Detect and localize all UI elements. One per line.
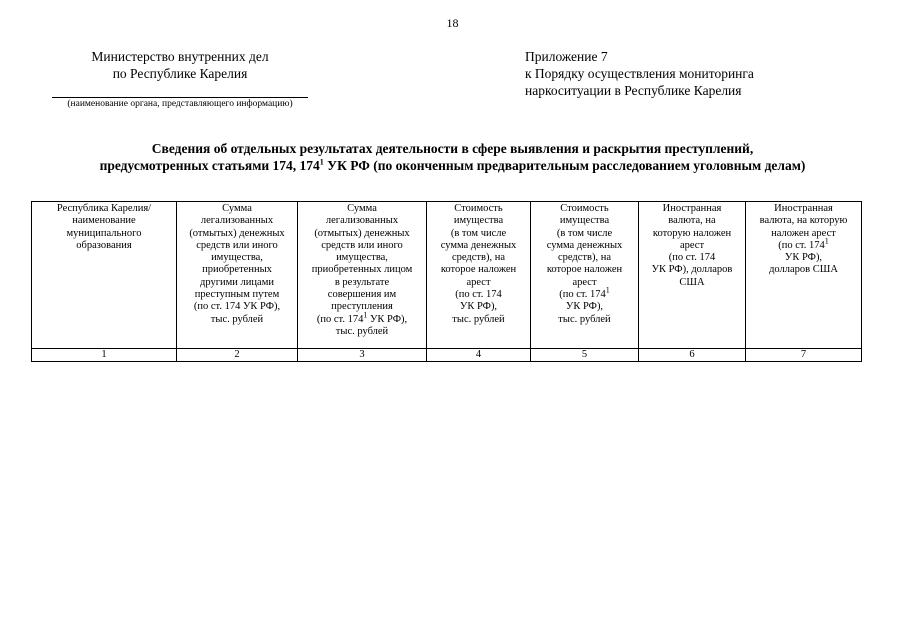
header-laundered-others: Сумма легализованных (отмытых) денежных средств или иного имущества, приобретенных другими лицами преступным путем (по ст. 174 УК РФ), тыс. рублей: [177, 202, 298, 349]
title-superscript: 1: [319, 157, 324, 167]
header-currency-174: Иностранная валюта, на которую наложен арест (по ст. 174 УК РФ), долларов США: [639, 202, 746, 349]
title-line-2-rest: УК РФ (по оконченным предварительным расследованием уголовным делам): [323, 158, 806, 173]
header-arrest-174-1: Стоимость имущества (в том числе сумма денежных средств), на которое наложен арест (по ст. $174^1$ УК РФ), тыс. рублей: [531, 202, 639, 349]
report-table: [31, 201, 862, 362]
organization-line-1: Министерство внутренних дел: [91, 49, 269, 64]
appendix-line-1: Приложение 7: [525, 49, 608, 64]
organization-underline: [52, 97, 308, 98]
title-line-2-text: предусмотренных статьями 174, 174: [99, 158, 320, 173]
appendix-reference: [525, 48, 855, 99]
header-currency-174-1: Иностранная валюта, на которую наложен арест (по ст. $174^1$ УК РФ), долларов США: [746, 202, 862, 349]
column-number: 4: [427, 349, 531, 362]
document-title: [30, 140, 875, 174]
table-header-row: [32, 202, 862, 349]
appendix-line-2: к Порядку осуществления мониторинга: [525, 66, 754, 81]
column-number: 1: [32, 349, 177, 362]
organization-line-2: по Республике Карелия: [112, 66, 248, 81]
title-line-2: [30, 157, 875, 174]
column-number: 5: [531, 349, 639, 362]
header-laundered-self: Сумма легализованных (отмытых) денежных средств или иного имущества, приобретенных лицом в результате совершения им преступления (по ст. $174^1$ УК РФ), тыс. рублей: [298, 202, 427, 349]
column-number: 7: [746, 349, 862, 362]
page-number: 18: [446, 16, 459, 30]
column-number: 2: [177, 349, 298, 362]
column-number: 3: [298, 349, 427, 362]
organization-caption: (наименование органа, представляющего информацию): [67, 99, 293, 109]
header-arrest-174: Стоимость имущества (в том числе сумма денежных средств), на которое наложен арест (по ст. 174 УК РФ), тыс. рублей: [427, 202, 531, 349]
header-region: Республика Карелия/ наименование муниципального образования: [32, 202, 177, 349]
organization-name: [52, 48, 308, 82]
appendix-line-3: наркоситуации в Республике Карелия: [525, 83, 742, 98]
title-line-1: Сведения об отдельных результатах деятельности в сфере выявления и раскрытия преступлений,: [151, 141, 754, 156]
column-number: 6: [639, 349, 746, 362]
column-number-row: [32, 349, 862, 362]
